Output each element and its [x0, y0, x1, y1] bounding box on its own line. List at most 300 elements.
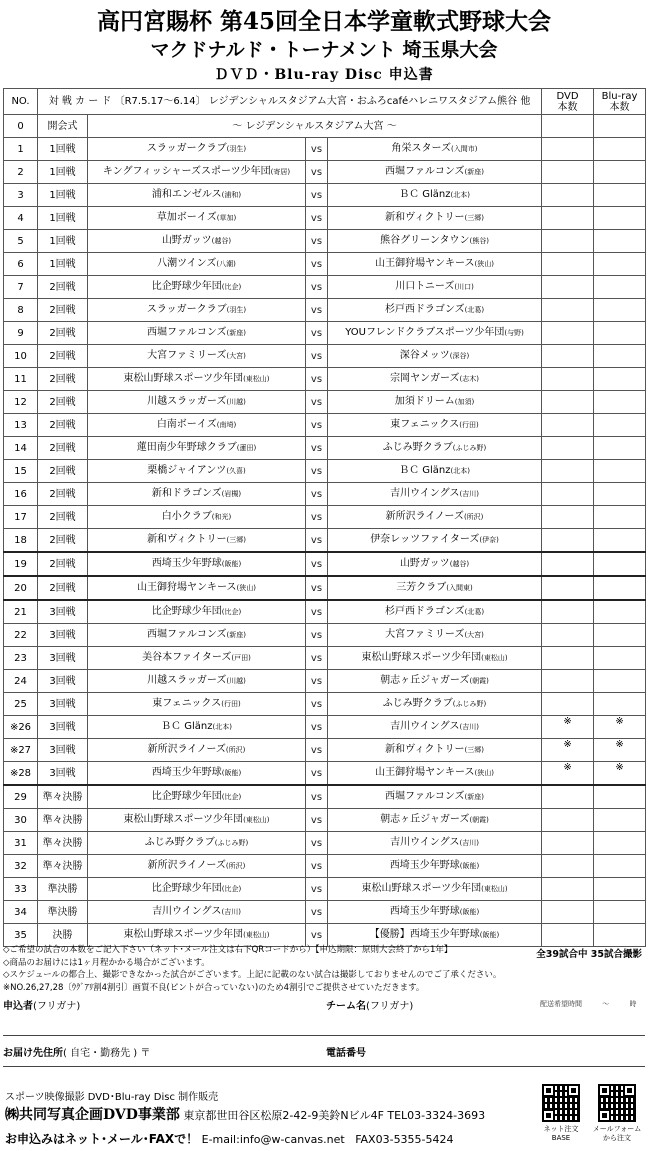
match-round: 準決勝: [38, 901, 88, 924]
bluray-qty-cell[interactable]: ※: [594, 716, 646, 739]
divider: [3, 1066, 645, 1067]
team2-location: (三郷): [464, 746, 484, 754]
team1-location: (南埼): [216, 421, 237, 429]
match-no: 7: [4, 276, 38, 299]
team1-name: 比企野球少年団: [151, 606, 222, 617]
dvd-qty-cell[interactable]: [542, 299, 594, 322]
team1-location: (大宮): [226, 352, 246, 360]
bluray-qty-cell[interactable]: [594, 647, 646, 670]
dvd-qty-cell[interactable]: [542, 855, 594, 878]
team2-name: 吉川ウイングス: [390, 488, 460, 499]
dvd-qty-cell[interactable]: [542, 207, 594, 230]
match-row: [4, 299, 646, 322]
dvd-qty-cell[interactable]: [542, 460, 594, 483]
dvd-qty-cell[interactable]: [542, 809, 594, 832]
match-no: ※27: [4, 739, 38, 762]
match-row: [4, 624, 646, 647]
match-round: 準々決勝: [38, 809, 88, 832]
note-line: ※NO.26,27,28〔ｳｸﾞｱﾘ割4割引〕画質不良(ピントが合っていない)のため4割引でご提供させていただきます。: [3, 982, 425, 993]
match-no: 22: [4, 624, 38, 647]
match-no: 16: [4, 483, 38, 506]
team2-location: (志木): [459, 375, 479, 383]
match-row: [4, 253, 646, 276]
match-row: [4, 460, 646, 483]
team2-cell: [328, 437, 542, 460]
team1-cell: [88, 391, 306, 414]
match-row: [4, 878, 646, 901]
team2-cell: [328, 647, 542, 670]
team2-name: 西堀ファルコンズ: [385, 791, 465, 802]
match-round: 3回戦: [38, 600, 88, 624]
match-row: [4, 391, 646, 414]
match-row: [4, 739, 646, 762]
team1-name: 新所沢ライノーズ: [147, 744, 226, 755]
bluray-qty-cell[interactable]: [594, 809, 646, 832]
match-round: 2回戦: [38, 391, 88, 414]
bluray-qty-cell[interactable]: [594, 207, 646, 230]
team1-cell: [88, 506, 306, 529]
team2-cell: [328, 624, 542, 647]
team1-location: (岩槻): [221, 490, 242, 498]
vs-label: vs: [306, 716, 328, 739]
vs-label: vs: [306, 878, 328, 901]
match-round: 2回戦: [38, 460, 88, 483]
match-round: 3回戦: [38, 716, 88, 739]
team2-cell: [328, 161, 542, 184]
match-row: [4, 576, 646, 600]
team2-name: ふじみ野クラブ: [382, 698, 453, 709]
vs-label: vs: [306, 276, 328, 299]
team1-name: 比企野球少年団: [151, 791, 222, 802]
match-row: [4, 762, 646, 786]
match-round: 3回戦: [38, 670, 88, 693]
match-round: 準々決勝: [38, 855, 88, 878]
team1-cell: [88, 762, 306, 786]
dvd-qty-cell[interactable]: [542, 391, 594, 414]
dvd-qty-cell[interactable]: [542, 670, 594, 693]
match-no: 6: [4, 253, 38, 276]
team1-location: (草加): [216, 214, 237, 222]
team2-cell: [328, 762, 542, 786]
team2-location: (北本): [450, 467, 470, 475]
team1-cell: [88, 716, 306, 739]
match-row: [4, 483, 646, 506]
team2-cell: [328, 322, 542, 345]
dvd-qty-cell[interactable]: [542, 253, 594, 276]
team2-name: 新和ヴィクトリー: [385, 212, 465, 223]
team2-cell: [328, 901, 542, 924]
dvd-qty-cell[interactable]: [542, 785, 594, 809]
team2-name: ＢＣ Glänz: [399, 465, 451, 476]
team1-cell: [88, 832, 306, 855]
team2-name: 杉戸西ドラゴンズ: [384, 606, 465, 617]
match-no: 18: [4, 529, 38, 553]
team1-name: キングフィッシャーズスポーツ少年団: [102, 166, 271, 177]
opening-venue: ～ レジデンシャルスタジアム大宮 ～: [88, 115, 542, 138]
team1-cell: [88, 184, 306, 207]
dvd-qty-cell[interactable]: [542, 184, 594, 207]
dvd-qty-cell[interactable]: [542, 138, 594, 161]
vs-label: vs: [306, 762, 328, 786]
match-no: 3: [4, 184, 38, 207]
col-dvd-header: DVD 本数: [542, 89, 594, 115]
team2-cell: [328, 276, 542, 299]
address-label: お届け先住所: [3, 1048, 63, 1059]
dvd-qty-cell[interactable]: [542, 600, 594, 624]
bluray-qty-cell[interactable]: [594, 600, 646, 624]
match-round: 1回戦: [38, 207, 88, 230]
qr-code-mailform[interactable]: [598, 1084, 636, 1122]
vs-label: vs: [306, 161, 328, 184]
team2-name: 伊奈レッツファイターズ: [370, 534, 480, 545]
team2-cell: [328, 552, 542, 576]
team1-cell: [88, 483, 306, 506]
vs-label: vs: [306, 576, 328, 600]
title-line3: ＤＶＤ・Blu-ray Disc 申込書: [214, 67, 434, 83]
team1-name: 白小クラブ: [161, 511, 212, 522]
note-line: ◇商品のお届けには1ヶ月程かかる場合がございます。: [3, 957, 210, 968]
vs-label: vs: [306, 785, 328, 809]
vs-label: vs: [306, 901, 328, 924]
bluray-qty-cell[interactable]: [594, 460, 646, 483]
team1-name: 吉川ウイングス: [152, 906, 222, 917]
qr-finder: [542, 1109, 555, 1122]
team1-location: (三郷): [226, 536, 246, 544]
qr-finder: [542, 1084, 555, 1097]
dvd-qty-cell[interactable]: [542, 506, 594, 529]
dvd-qty-cell[interactable]: [542, 552, 594, 576]
team1-cell: [88, 345, 306, 368]
team2-location: (飯能): [479, 931, 500, 939]
dvd-qty-cell[interactable]: [542, 693, 594, 716]
bluray-qty-cell[interactable]: [594, 670, 646, 693]
team1-location: (所沢): [225, 746, 246, 754]
bluray-qty-cell[interactable]: [594, 115, 646, 138]
team1-location: (飯能): [221, 560, 242, 568]
team1-cell: [88, 437, 306, 460]
match-row: [4, 276, 646, 299]
match-round: 2回戦: [38, 414, 88, 437]
dvd-qty-cell[interactable]: ※: [542, 762, 594, 786]
team2-location: (所沢): [463, 513, 484, 521]
team2-name: 新所沢ライノーズ: [385, 511, 464, 522]
team1-name: 新所沢ライノーズ: [147, 860, 226, 871]
vs-label: vs: [306, 368, 328, 391]
vs-label: vs: [306, 855, 328, 878]
team1-cell: [88, 600, 306, 624]
match-round: 2回戦: [38, 506, 88, 529]
dvd-qty-cell[interactable]: [542, 576, 594, 600]
team1-cell: [88, 253, 306, 276]
vs-label: vs: [306, 207, 328, 230]
team2-location: (越谷): [449, 560, 470, 568]
vs-label: vs: [306, 809, 328, 832]
team2-location: (伊奈): [479, 536, 499, 544]
vs-label: vs: [306, 624, 328, 647]
vs-label: vs: [306, 253, 328, 276]
team1-cell: [88, 276, 306, 299]
dvd-qty-cell[interactable]: [542, 437, 594, 460]
team2-location: (北葛): [464, 608, 485, 616]
team1-location: (蓮田): [236, 444, 257, 452]
match-no: 30: [4, 809, 38, 832]
title-line1: 高円宮賜杯 第45回全日本学童軟式野球大会: [96, 8, 551, 35]
team2-name: 東松山野球スポーツ少年団: [361, 652, 482, 663]
col-bluray-header: Blu-ray 本数: [594, 89, 646, 115]
match-row: [4, 322, 646, 345]
bluray-qty-cell[interactable]: [594, 161, 646, 184]
bluray-qty-cell[interactable]: [594, 483, 646, 506]
company-address: 東京都世田谷区松原2-42-9美鈴Nビル4F TEL03-3324-3693: [183, 1109, 486, 1122]
bluray-qty-cell[interactable]: ※: [594, 739, 646, 762]
dvd-qty-cell[interactable]: ※: [542, 739, 594, 762]
team-name-field[interactable]: [326, 997, 413, 1012]
team2-cell: [328, 184, 542, 207]
table-header-row: [4, 89, 646, 115]
team1-name: ふじみ野クラブ: [144, 837, 215, 848]
team2-cell: [328, 483, 542, 506]
match-row: [4, 529, 646, 553]
dvd-qty-cell[interactable]: [542, 414, 594, 437]
team2-name: 西埼玉少年野球: [389, 860, 460, 871]
dvd-qty-cell[interactable]: [542, 322, 594, 345]
team1-cell: [88, 138, 306, 161]
match-row: [4, 345, 646, 368]
match-row: [4, 716, 646, 739]
team2-name: 西埼玉少年野球: [389, 906, 460, 917]
bluray-qty-cell[interactable]: [594, 901, 646, 924]
applicant-label: 申込者: [3, 1001, 33, 1012]
match-row: [4, 230, 646, 253]
team1-name: 西埼玉少年野球: [151, 558, 222, 569]
dvd-qty-cell[interactable]: [542, 624, 594, 647]
team1-name: 東松山野球スポーツ少年団: [123, 929, 244, 940]
team1-cell: [88, 460, 306, 483]
match-no: 4: [4, 207, 38, 230]
match-row: [4, 414, 646, 437]
bluray-qty-cell[interactable]: [594, 299, 646, 322]
team1-location: (比企): [221, 283, 242, 291]
dvd-qty-cell[interactable]: [542, 345, 594, 368]
bluray-qty-cell[interactable]: [594, 322, 646, 345]
bluray-qty-cell[interactable]: [594, 391, 646, 414]
address-field[interactable]: [3, 1044, 150, 1059]
match-row: [4, 670, 646, 693]
vs-label: vs: [306, 184, 328, 207]
bluray-qty-cell[interactable]: [594, 878, 646, 901]
team2-location: (狭山): [474, 769, 494, 777]
bluray-qty-cell[interactable]: [594, 693, 646, 716]
team2-name: ふじみ野クラブ: [382, 442, 453, 453]
match-round: 2回戦: [38, 529, 88, 553]
match-no: 29: [4, 785, 38, 809]
match-round: 2回戦: [38, 276, 88, 299]
match-no: 14: [4, 437, 38, 460]
delivery-time[interactable]: 配送希望時間 ～ 時: [540, 1000, 637, 1008]
team1-name: スラッガークラブ: [146, 143, 227, 154]
bluray-qty-cell[interactable]: [594, 529, 646, 553]
match-round: 2回戦: [38, 437, 88, 460]
team2-name: 三芳クラブ: [396, 582, 447, 593]
match-row: [4, 506, 646, 529]
team2-name: ＢＣ Glänz: [399, 189, 451, 200]
bluray-qty-cell[interactable]: ※: [594, 762, 646, 786]
match-row: [4, 855, 646, 878]
vs-label: vs: [306, 230, 328, 253]
team1-cell: [88, 207, 306, 230]
qr-code-base[interactable]: [542, 1084, 580, 1122]
team1-name: 新和ヴィクトリー: [147, 534, 227, 545]
team1-name: 新和ドラゴンズ: [151, 488, 222, 499]
match-round: 2回戦: [38, 576, 88, 600]
team2-name: 大宮ファミリーズ: [385, 629, 465, 640]
team1-name: 西堀ファルコンズ: [147, 327, 227, 338]
team1-cell: [88, 552, 306, 576]
team2-cell: [328, 230, 542, 253]
bluray-qty-cell[interactable]: [594, 184, 646, 207]
team1-location: (戸田): [231, 654, 251, 662]
match-no: 8: [4, 299, 38, 322]
phone-field[interactable]: [326, 1044, 366, 1059]
dvd-qty-cell[interactable]: [542, 161, 594, 184]
bluray-qty-cell[interactable]: [594, 230, 646, 253]
team2-cell: [328, 855, 542, 878]
dvd-qty-cell[interactable]: [542, 276, 594, 299]
team2-location: (行田): [459, 421, 479, 429]
email-link[interactable]: E-mail:info@w-canvas.net: [201, 1133, 345, 1146]
match-round: 3回戦: [38, 762, 88, 786]
bluray-qty-cell[interactable]: [594, 253, 646, 276]
team1-name: スラッガークラブ: [146, 304, 227, 315]
bluray-qty-cell[interactable]: [594, 437, 646, 460]
dvd-qty-cell[interactable]: [542, 483, 594, 506]
team1-location: (新座): [226, 631, 246, 639]
match-round: 準々決勝: [38, 785, 88, 809]
match-no: 12: [4, 391, 38, 414]
applicant-field[interactable]: [3, 997, 80, 1012]
applicant-kana: (フリガナ): [33, 1001, 81, 1012]
dvd-qty-cell[interactable]: [542, 115, 594, 138]
team1-location: (久喜): [226, 467, 246, 475]
team2-location: (深谷): [449, 352, 470, 360]
footer-tagline: スポーツ映像撮影 DVD･Blu-ray Disc 制作販売: [5, 1092, 219, 1103]
team1-name: 蓮田南少年野球クラブ: [136, 442, 237, 453]
match-row: [4, 437, 646, 460]
team2-location: (与野): [504, 329, 524, 337]
bluray-qty-cell[interactable]: [594, 368, 646, 391]
match-no: 5: [4, 230, 38, 253]
note-line: ◇ご希望の試合の本数をご記入下さい（ネット･メール注文は右下QRコードから）【申込期限：原則大会終了から1年】: [3, 945, 453, 955]
team1-cell: [88, 299, 306, 322]
team1-name: 山野ガッツ: [161, 235, 212, 246]
team2-location: (朝霞): [469, 677, 489, 685]
dvd-qty-cell[interactable]: [542, 368, 594, 391]
team2-name: YOUフレンドクラブスポーツ少年団: [345, 327, 505, 338]
vs-label: vs: [306, 345, 328, 368]
team1-cell: [88, 414, 306, 437]
team1-location: (東松山): [243, 816, 270, 824]
team1-location: (比企): [221, 793, 242, 801]
dvd-qty-cell[interactable]: [542, 878, 594, 901]
team2-location: (ふじみ野): [452, 700, 487, 708]
team1-location: (川越): [226, 398, 246, 406]
qr-finder: [623, 1084, 636, 1097]
match-no: 35: [4, 924, 38, 947]
team-label: チーム名: [326, 1001, 366, 1012]
bluray-qty-cell[interactable]: [594, 832, 646, 855]
dvd-qty-cell[interactable]: [542, 647, 594, 670]
bluray-qty-cell[interactable]: [594, 855, 646, 878]
team1-location: (狭山): [236, 584, 256, 592]
qr-finder: [598, 1109, 611, 1122]
dvd-qty-cell[interactable]: [542, 832, 594, 855]
bluray-qty-cell[interactable]: [594, 624, 646, 647]
team2-location: (加須): [454, 398, 475, 406]
team1-name: 白南ボーイズ: [156, 419, 217, 430]
team1-location: (和光): [211, 513, 232, 521]
team1-location: (行田): [221, 700, 241, 708]
team2-location: (吉川): [459, 723, 479, 731]
match-round: 3回戦: [38, 624, 88, 647]
bluray-qty-cell[interactable]: [594, 138, 646, 161]
team2-name: 吉川ウイングス: [390, 837, 460, 848]
team1-name: 川越スラッガーズ: [147, 396, 227, 407]
dvd-qty-cell[interactable]: [542, 901, 594, 924]
match-round: 2回戦: [38, 345, 88, 368]
bluray-qty-cell[interactable]: [594, 785, 646, 809]
team-kana: (フリガナ): [366, 1001, 414, 1012]
dvd-qty-cell[interactable]: [542, 529, 594, 553]
team1-location: (寄居): [270, 168, 291, 176]
match-round: 1回戦: [38, 253, 88, 276]
bluray-qty-cell[interactable]: [594, 345, 646, 368]
bluray-qty-cell[interactable]: [594, 276, 646, 299]
match-round: 3回戦: [38, 693, 88, 716]
vs-label: vs: [306, 924, 328, 947]
match-round: 1回戦: [38, 161, 88, 184]
vs-label: vs: [306, 670, 328, 693]
team2-cell: [328, 414, 542, 437]
team1-location: (新座): [226, 329, 246, 337]
vs-label: vs: [306, 391, 328, 414]
dvd-qty-cell[interactable]: ※: [542, 716, 594, 739]
match-row: [4, 832, 646, 855]
address-sub: ( 自宅・勤務先 ) 〒: [63, 1048, 151, 1059]
bluray-qty-cell[interactable]: [594, 414, 646, 437]
team2-cell: [328, 878, 542, 901]
match-round: 準決勝: [38, 878, 88, 901]
team2-cell: [328, 460, 542, 483]
team2-name: 加須ドリーム: [394, 396, 455, 407]
team1-cell: [88, 855, 306, 878]
dvd-qty-cell[interactable]: [542, 230, 594, 253]
team2-name: 川口トニーズ: [395, 281, 455, 292]
qr2-label: メールフォーム から注文: [592, 1125, 642, 1142]
team1-name: 比企野球少年団: [151, 883, 222, 894]
match-row: [4, 161, 646, 184]
match-round: 1回戦: [38, 230, 88, 253]
match-no: ※28: [4, 762, 38, 786]
team1-location: (ふじみ野): [214, 839, 249, 847]
team2-cell: [328, 576, 542, 600]
match-no: 15: [4, 460, 38, 483]
match-round: 準々決勝: [38, 832, 88, 855]
team2-location: (川口): [454, 283, 474, 291]
bluray-qty-cell[interactable]: [594, 506, 646, 529]
team2-name: 朝志ヶ丘ジャガーズ: [380, 814, 470, 825]
bluray-qty-cell[interactable]: [594, 576, 646, 600]
bluray-qty-cell[interactable]: [594, 552, 646, 576]
